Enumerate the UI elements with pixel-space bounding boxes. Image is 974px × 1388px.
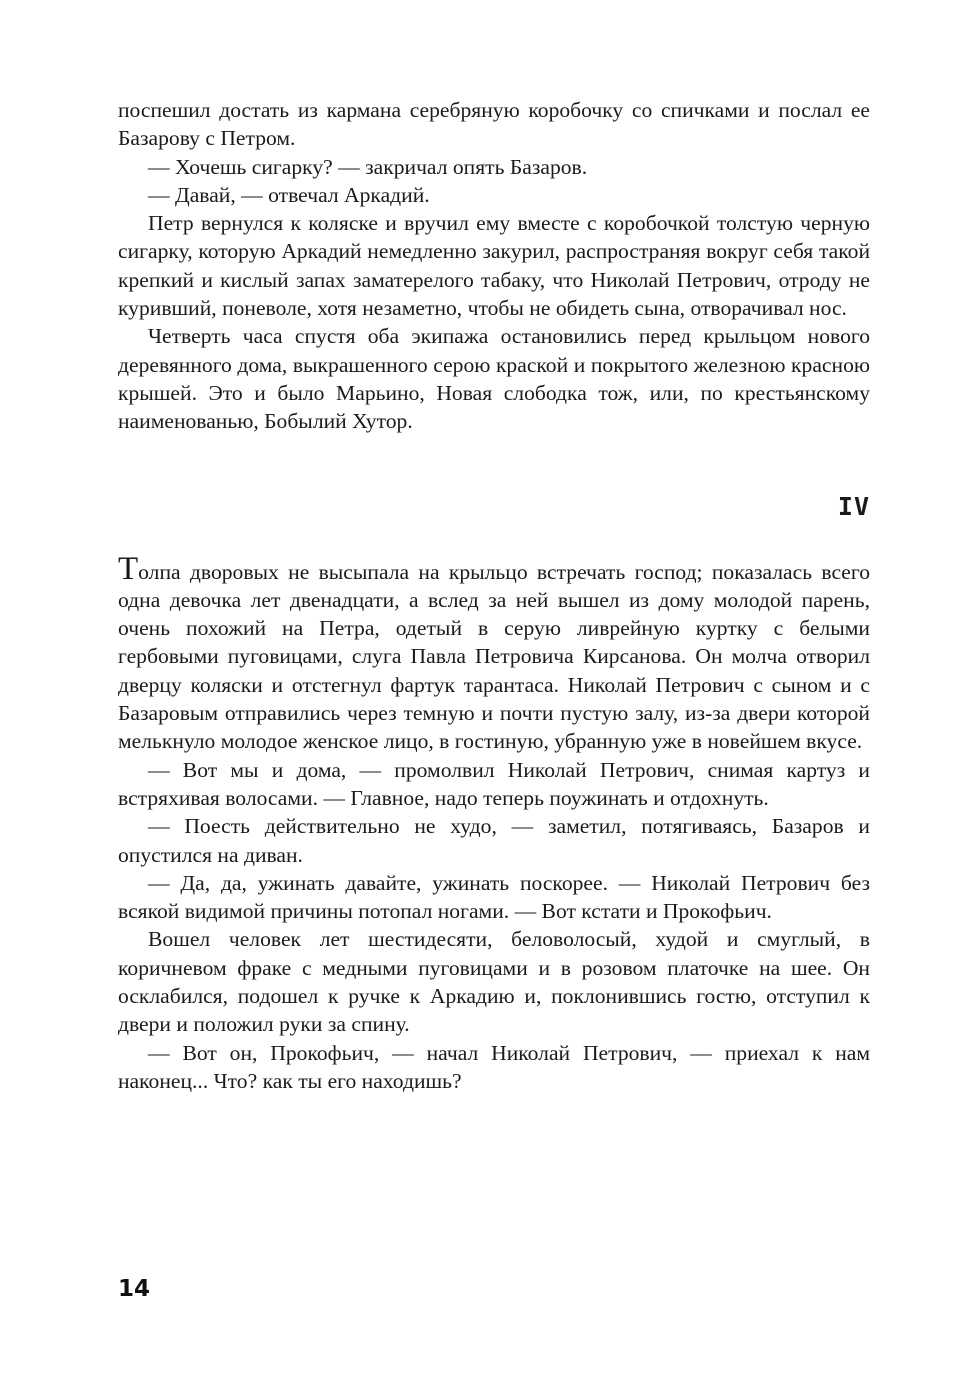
book-page	[118, 96, 870, 1095]
chapter-title: IV	[837, 491, 870, 521]
paragraph: — Хочешь сигарку? — закричал опять Базаров.	[148, 154, 588, 179]
paragraph: Четверть часа спустя оба экипажа остановились перед крыльцом нового деревянного дома, выкрашенного серою краской и покрытого железною красною крышей. Это и было Марьино, Новая слободка тож, или, по крестьянскому наименованью, Бобылий Хутор.	[118, 324, 870, 434]
paragraph: — Давай, — отвечал Аркадий.	[148, 182, 430, 207]
paragraph: — Да, да, ужинать давайте, ужинать поскорее. — Николай Петрович без всякой видимой причины потопал ногами. — Вот кстати и Прокофьич.	[118, 870, 870, 924]
paragraph: поспешил достать из кармана серебряную коробочку со спичками и послал ее Базарову с Петром.	[118, 98, 870, 151]
paragraph: — Вот мы и дома, — промолвил Николай Петрович, снимая картуз и встряхивая волосами. — Главное, надо теперь поужинать и отдохнуть.	[118, 757, 870, 810]
page-number: 14	[118, 1276, 151, 1302]
paragraph: — Вот он, Прокофьич, — начал Николай Петрович, — приехал к нам наконец... Что? как ты его находишь?	[118, 1040, 870, 1093]
chapter-first-paragraph	[118, 550, 870, 756]
drop-cap: Т	[118, 550, 139, 587]
paragraph: Вошел человек лет шестидесяти, беловолосый, худой и смуглый, в коричневом фраке с медными пуговицами и в розовом платочке на шее. Он осклабился, подошел к ручке к Аркадию и, поклонившись гостю, отступил к двери и положил руки за спину.	[118, 927, 870, 1037]
paragraph: Петр вернулся к коляске и вручил ему вместе с коробочкой толстую черную сигарку, которую Аркадий немедленно закурил, распространяя вокруг себя такой крепкий и кислый запах заматерелого табаку, что Николай Петрович, отроду не куривший, поневоле, хотя незаметно, чтобы не обидеть сына, отворачивал нос.	[118, 211, 870, 321]
paragraph-text: олпа дворовых не высыпала на крыльцо встречать господ; показалась всего одна девочка лет двенадцати, а вслед за ней вышел из дому молодой парень, очень похожий на Петра, одетый в серую ливрейную куртку с белыми гербовыми пуговицами, слуга Павла Петровича Кирсанова. Он молча отворил дверцу коляски и отстегнул фартук тарантаса. Николай Петрович с сыном и с Базаровым отправились через темную и почти пустую залу, из-за двери которой мелькнуло молодое женское лицо, в гостиную, убранную уже в новейшем вкусе.	[118, 559, 870, 754]
paragraph: — Поесть действительно не худо, — заметил, потягиваясь, Базаров и опустился на диван.	[118, 814, 870, 867]
